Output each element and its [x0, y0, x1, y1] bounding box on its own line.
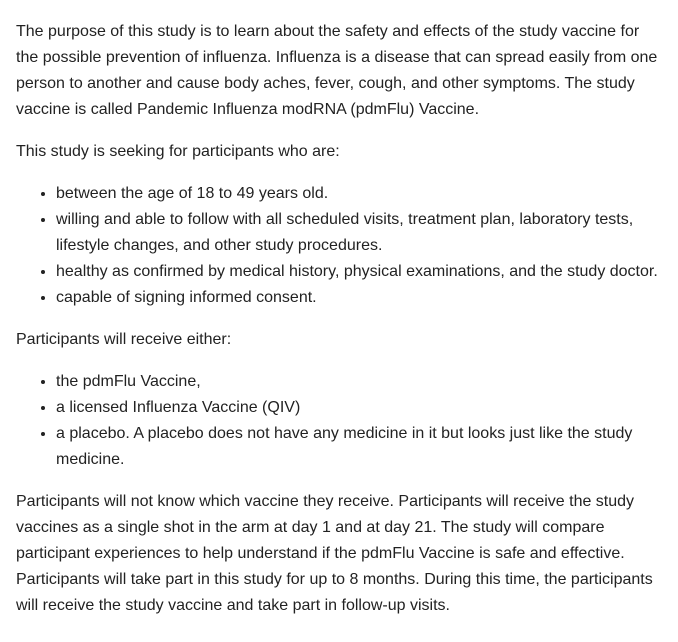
receive-heading: Participants will receive either: — [16, 331, 232, 348]
list-item: • the pdmFlu Vaccine, — [56, 369, 662, 395]
list-item: • healthy as confirmed by medical history, physical examinations, and the study doctor. — [56, 259, 662, 285]
receive-list — [16, 369, 662, 473]
closing-paragraph: Participants will not know which vaccine they receive. Participants will receive the study vaccines as a single shot in the arm at day 1 and at day 21. The study will compare participant experiences to help understand if the pdmFlu Vaccine is safe and effective. Participants will take part in this study for up to 8 months. During this time, the participants will receive the study vaccine and take part in follow-up visits. — [16, 493, 653, 614]
eligibility-heading: This study is seeking for participants who are: — [16, 143, 340, 160]
list-item: • capable of signing informed consent. — [56, 285, 662, 311]
intro-paragraph: The purpose of this study is to learn about the safety and effects of the study vaccine for the possible prevention of influenza. Influenza is a disease that can spread easily from one person to another and cause body aches, fever, cough, and other symptoms. The study vaccine is called Pandemic Influenza modRNA (pdmFlu) Vaccine. — [16, 23, 658, 118]
list-item: • between the age of 18 to 49 years old. — [56, 181, 662, 207]
eligibility-list — [16, 181, 662, 311]
list-item: • willing and able to follow with all scheduled visits, treatment plan, laboratory tests, lifestyle changes, and other study procedures. — [56, 207, 662, 259]
list-item: • a licensed Influenza Vaccine (QIV) — [56, 395, 662, 421]
list-item: • a placebo. A placebo does not have any medicine in it but looks just like the study medicine. — [56, 421, 662, 473]
